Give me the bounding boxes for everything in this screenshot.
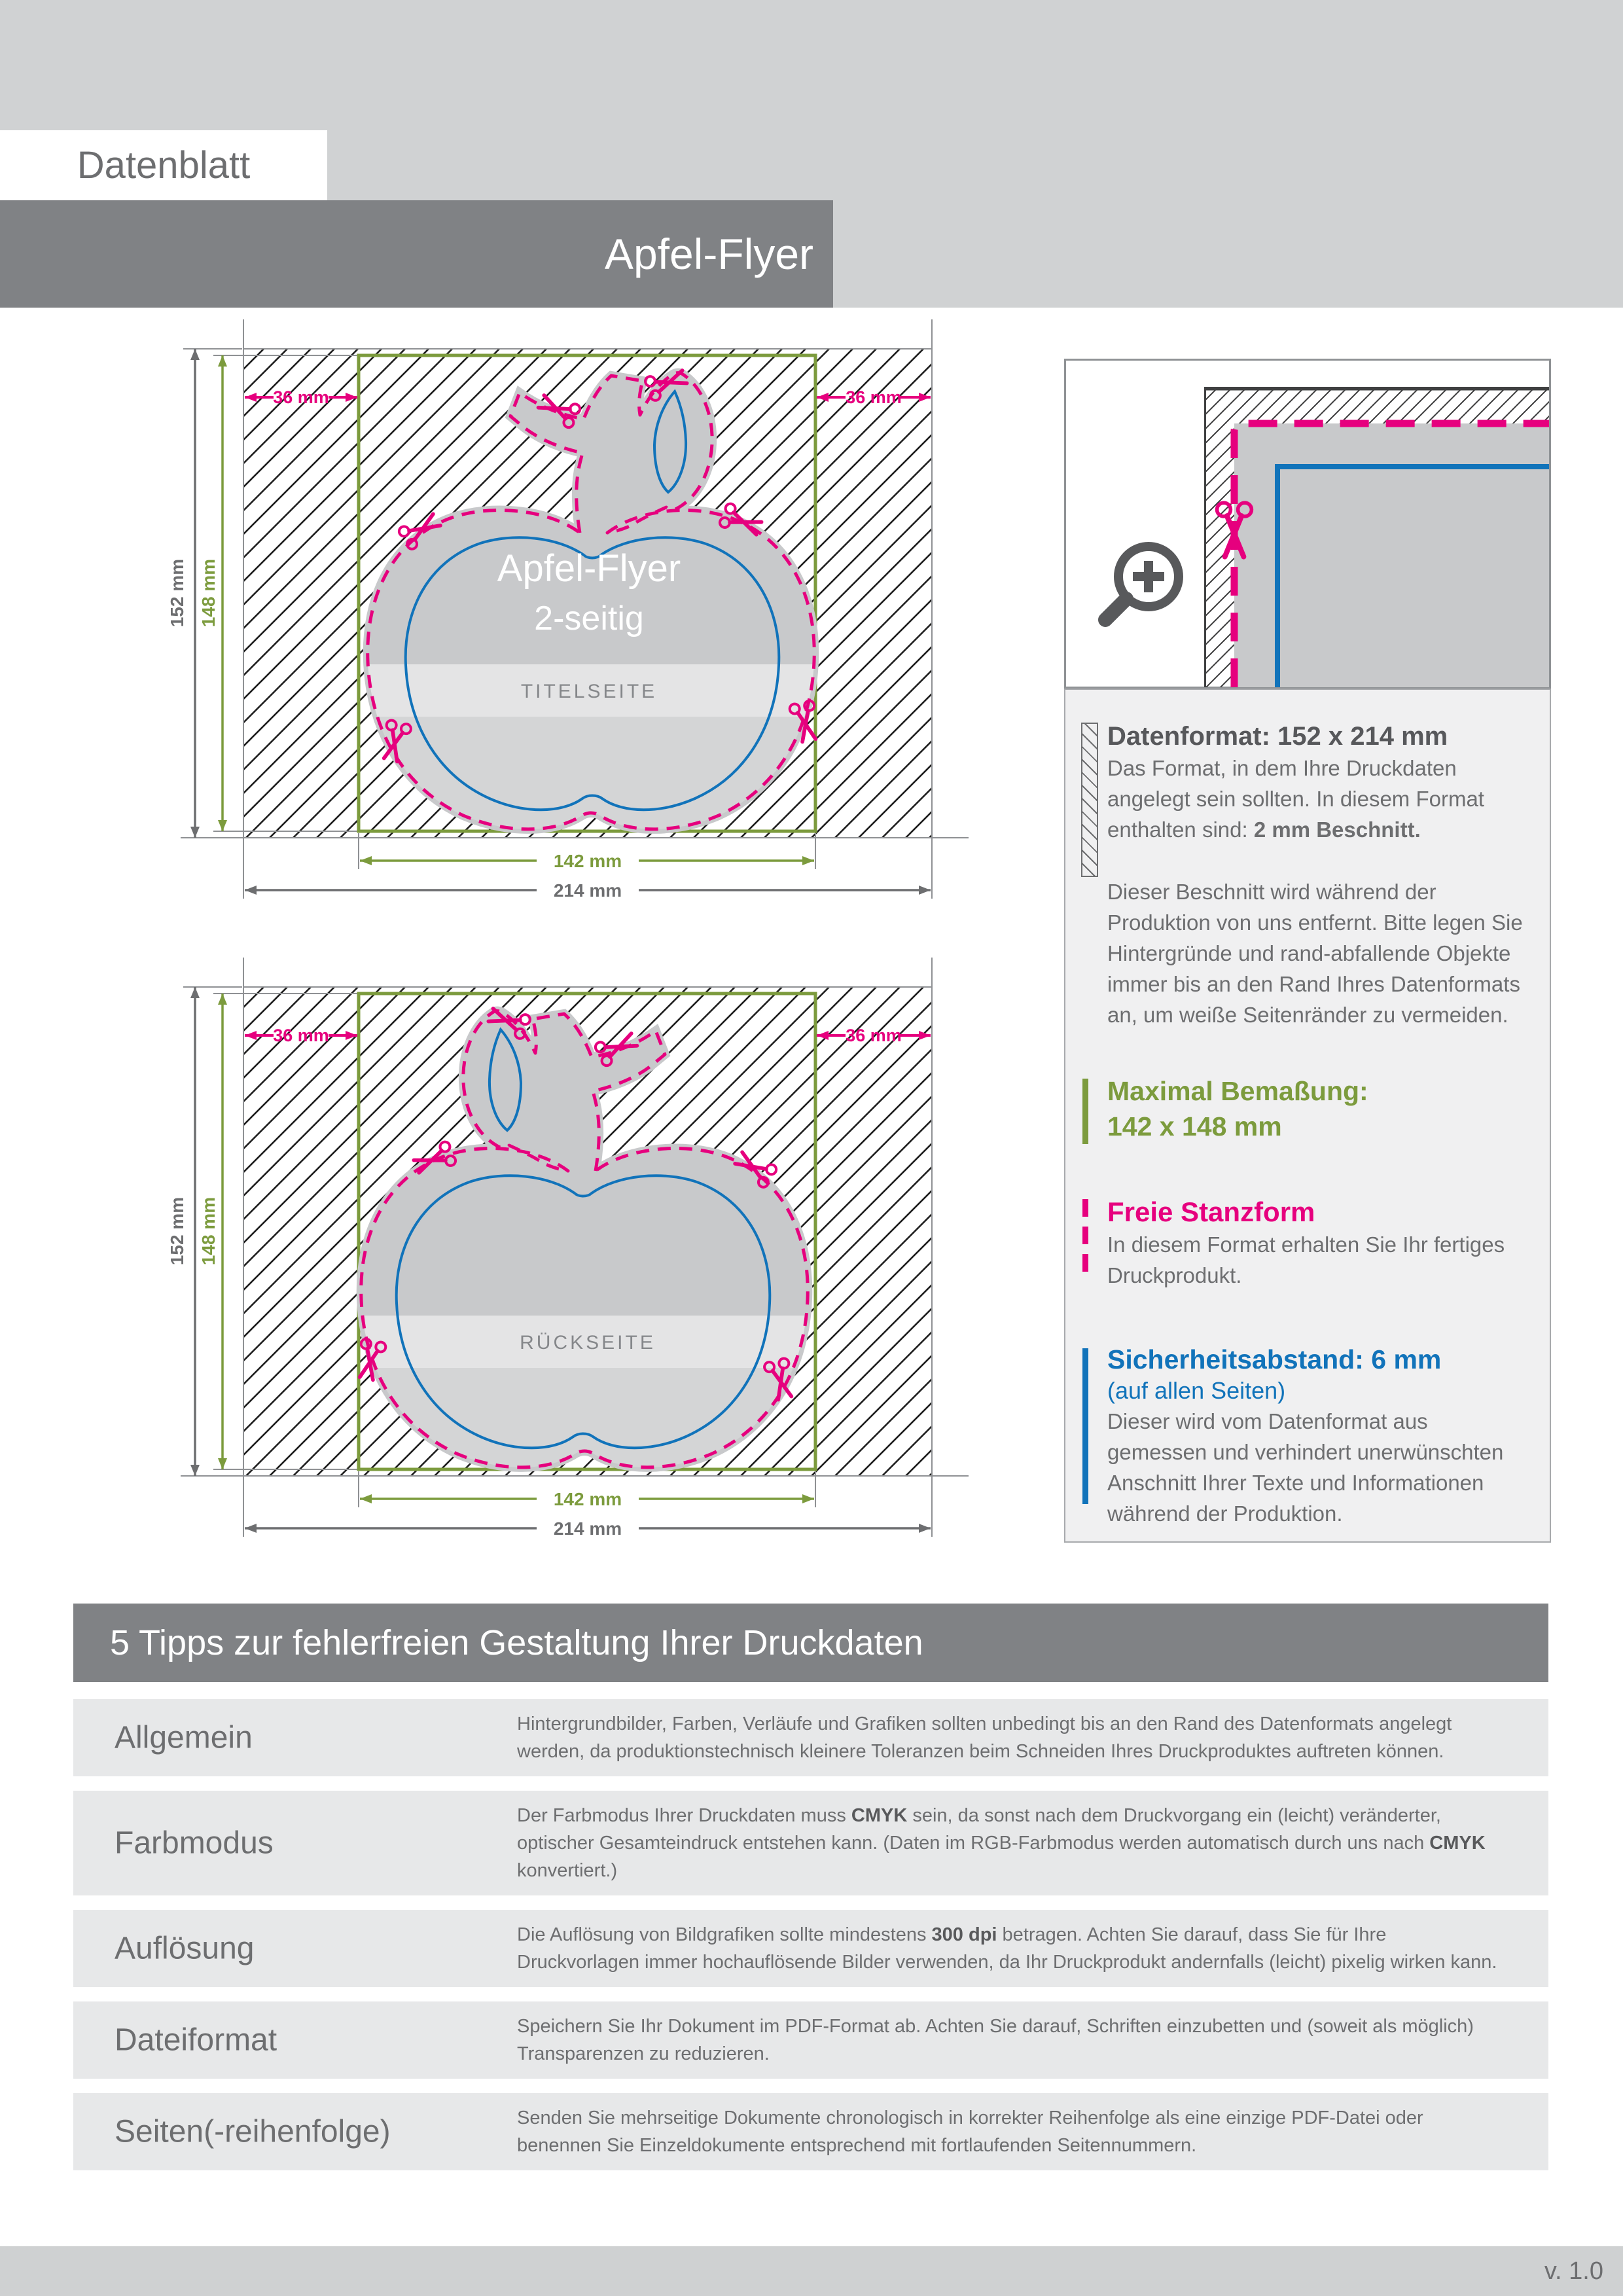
product-title-banner: Apfel-Flyer — [0, 200, 833, 308]
svg-text:152 mm: 152 mm — [167, 1196, 187, 1266]
dim-148 — [198, 355, 227, 831]
tip-row-label: Seiten(-reihenfolge) — [115, 2114, 391, 2149]
stanzform-heading: Freie Stanzform — [1107, 1196, 1315, 1227]
tip-row — [73, 1910, 1548, 1987]
legend-bemassung — [1107, 1073, 1526, 1144]
diagram-back — [157, 952, 969, 1538]
legend-datenformat-note — [1107, 876, 1526, 1030]
tip-row — [73, 2093, 1548, 2170]
dim-152 — [167, 987, 200, 1476]
svg-text:36 mm: 36 mm — [846, 1026, 902, 1045]
dim-214 — [245, 880, 931, 901]
page-footer — [0, 2246, 1623, 2296]
tip-row — [73, 1699, 1548, 1776]
magnifier-plus-icon — [1083, 518, 1207, 649]
datenformat-heading: Datenformat: 152 x 214 mm — [1107, 722, 1448, 751]
dim-142 — [360, 851, 814, 871]
svg-text:36 mm: 36 mm — [273, 387, 329, 407]
apple-title-line2: 2-seitig — [534, 600, 644, 637]
back-band-label: RÜCKSEITE — [520, 1332, 656, 1354]
svg-text:142 mm: 142 mm — [553, 1489, 622, 1509]
zoom-detail-panel — [1064, 359, 1551, 689]
diagram-front — [157, 314, 969, 910]
tip-row-body: Der Farbmodus Ihrer Druckdaten muss CMYK sein, da sonst nach dem Druckvorgang ein (leicht) veränderter, optischer Gesamteindruck entstehen kann. (Daten im RGB-Farbmodus werden automatisch durch uns nach CMYK konvertiert.) — [517, 1805, 1486, 1881]
tip-row-body: Senden Sie mehrseitige Dokumente chronologisch in korrekter Reihenfolge als eine einzige PDF-Datei oder benennen Sie Einzeldokumente entsprechend mit fortlaufenden Seitennummern. — [517, 2108, 1423, 2156]
dim-152 — [167, 349, 200, 838]
svg-text:36 mm: 36 mm — [273, 1026, 329, 1045]
tip-row-label: Allgemein — [115, 1720, 253, 1755]
page-title: Datenblatt — [0, 130, 327, 200]
sicherheit-heading: Sicherheitsabstand: 6 mm — [1107, 1344, 1442, 1374]
bleed-hatch-swatch-icon — [1081, 723, 1098, 877]
tip-row-label: Auflösung — [115, 1931, 255, 1966]
corner-paper — [1234, 423, 1549, 687]
corner-detail-drawing — [1204, 387, 1549, 687]
bemassung-line1: Maximal Bemaßung: — [1107, 1076, 1368, 1106]
svg-text:36 mm: 36 mm — [846, 387, 902, 407]
tip-row — [73, 2001, 1548, 2079]
svg-text:148 mm: 148 mm — [198, 558, 219, 628]
bemassung-line2: 142 x 148 mm — [1107, 1111, 1282, 1141]
dim-214 — [245, 1518, 931, 1538]
dim-148 — [198, 994, 227, 1469]
sicherheit-body: Dieser wird vom Datenformat aus gemessen und verhindert unerwünschten Anschnitt Ihrer Texte und Informationen während der Produktion. — [1107, 1409, 1504, 1526]
tips-rows — [73, 1699, 1548, 2185]
legend-stanzform — [1107, 1195, 1526, 1291]
tips-banner: 5 Tipps zur fehlerfreien Gestaltung Ihrer Druckdaten — [73, 1604, 1548, 1682]
tip-row-body: Speichern Sie Ihr Dokument im PDF-Format ab. Achten Sie darauf, Schriften einzubetten und (soweit als möglich) Transparenzen zu reduzieren. — [517, 2016, 1474, 2064]
magenta-dash-icon — [1082, 1199, 1088, 1282]
legend-datenformat — [1107, 720, 1526, 845]
tip-row-label: Dateiformat — [115, 2022, 277, 2058]
svg-text:214 mm: 214 mm — [553, 880, 622, 901]
dim-142 — [360, 1489, 814, 1509]
tip-row — [73, 1791, 1548, 1895]
blue-bar-icon — [1082, 1348, 1088, 1504]
legend-panel — [1064, 689, 1551, 1543]
datenformat-body: Das Format, in dem Ihre Druckdaten angelegt sein sollten. In diesem Format enthalten sind: 2 mm Beschnitt. — [1107, 756, 1484, 842]
svg-text:214 mm: 214 mm — [553, 1518, 622, 1538]
svg-text:142 mm: 142 mm — [553, 851, 622, 871]
tip-row-body: Hintergrundbilder, Farben, Verläufe und Grafiken sollten unbedingt bis an den Rand des Datenformats angelegt werden, da produktionstechnisch kleinere Toleranzen beim Schneiden Ihres Druckproduktes auftreten können. — [517, 1713, 1452, 1762]
legend-sicherheitsabstand — [1107, 1343, 1526, 1529]
sicherheit-subheading: (auf allen Seiten) — [1107, 1377, 1286, 1404]
datenformat-body2: Dieser Beschnitt wird während der Produktion von uns entfernt. Bitte legen Sie Hintergründe und rand-abfallende Objekte immer bis an den Rand Ihres Datenformats an, um weiße Seitenränder zu vermeiden. — [1107, 880, 1523, 1027]
tip-row-label: Farbmodus — [115, 1825, 274, 1861]
stanzform-body: In diesem Format erhalten Sie Ihr fertiges Druckprodukt. — [1107, 1232, 1505, 1287]
svg-text:148 mm: 148 mm — [198, 1196, 219, 1266]
apple-title-line1: Apfel-Flyer — [497, 547, 681, 590]
tip-row-body: Die Auflösung von Bildgrafiken sollte mindestens 300 dpi betragen. Achten Sie darauf, dass Sie für Ihre Druckvorlagen immer hochauflösende Bilder verwenden, da Ihr Druckprodukt andernfalls (leicht) pixelig wirken kann. — [517, 1924, 1497, 1973]
svg-text:152 mm: 152 mm — [167, 558, 187, 628]
version-label: v. 1.0 — [1544, 2257, 1603, 2285]
front-band-label: TITELSEITE — [520, 681, 658, 702]
green-bar-icon — [1082, 1079, 1088, 1144]
